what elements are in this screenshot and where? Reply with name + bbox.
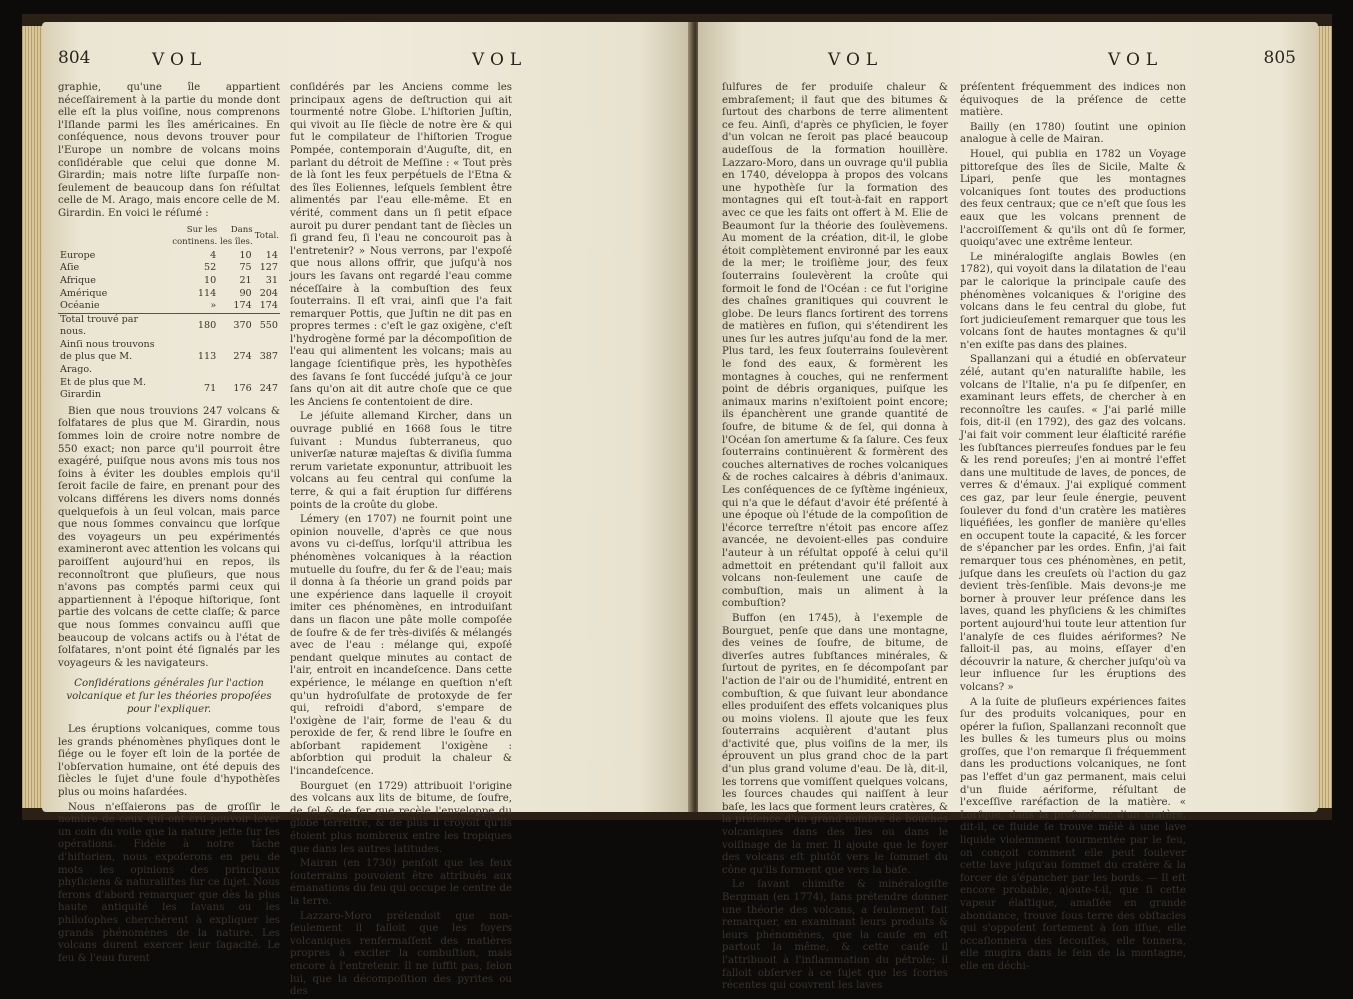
paragraph: conſidérés par les Anciens comme les principaux agens de deſtruction qui ait tourmenté notre Globe. L'hiſtorien Juſtin, qui vivoit au IIe ſiècle de notre ère & qui fut le compilateur de l'hiſtorien Trogue Pompée, contemporain d'Auguſte, dit, en parlant du détroit de Meſſine : « Tout près de là ſont les feux perpétuels de l'Etna & des îles Eoliennes, leſquels ſemblent être alimentés par l'eau elle-même. Et en vérité, comment dans un ſi petit eſpace auroit pu durer pendant tant de ſiècles un ſi grand feu, ſi l'eau ne concouroit pas à l'entretenir? » Nous verrons, par l'expoſé que nous allons offrir, que juſqu'à nos jours les ſavans ont regardé l'eau comme néceſſaire à la combuſtion des feux ſouterrains. Il eſt vrai, ainſi que l'a fait remarquer Pottis, que Juſtin ne dit pas en propres termes : c'eſt le gaz oxigène, c'eſt l'hydrogène formé par la décompoſition de l'eau qui alimentent les volcans; mais au langage ſcientifique près, les hypothèſes des ſavans ſe ſont ſuccédé juſqu'à ce jour ſans qu'on ait dit autre choſe que ce que les Anciens ſe contentoient de dire. xyxy=(290,82,512,408)
running-head-right: VOL xyxy=(828,50,884,70)
paragraph: A la ſuite de pluſieurs expériences faites ſur des produits volcaniques, pour en opérer la fuſion, Spallanzani reconnoît que les bulles & les tumeurs plus ou moins groſſes, que l'on remarque ſi fréquemment dans les productions volcaniques, ne ſont pas l'effet d'un gaz permanent, mais celui d'un fluide aériforme, réſultant de l'exceſſive raréfaction de la matière. « Lorſque, dans la profondeur d'un cratère, dit-il, ce fluide ſe trouve mêlé à une lave liquide violemment tourmentée par le feu, on conçoit comment elle peut ſoulever cette lave juſqu'au ſommet du cratère & la forcer de s'épancher par les bords. — Il eſt encore probable, ajoute-t-il, que ſi cette vapeur élaſtique, amaſſée en grande abondance, trouve ſous terre des obſtacles qui s'oppoſent fortement à ſon iſſue, elle occaſionnera des ſecouſſes, elle tonnera, elle mugira dans le ſein de la montagne, elle en déchi- xyxy=(960,696,1186,972)
running-head-left: VOL xyxy=(152,50,208,70)
paragraph: Spallanzani qui a étudié en obſervateur zélé, autant qu'en naturaliſte habile, les volcans de l'Italie, n'a pu ſe diſpenſer, en examinant leurs effets, de chercher à en reconnoître les cauſes. « J'ai parlé mille fois, dit-il (en 1792), des gaz des volcans. J'ai fait voir comment leur élaſticité raréfie les ſubſtances pierreuſes fondues par le feu & les rend poreuſes; j'en ai montré l'effet dans une multitude de laves, de ponces, de verres & d'émaux. J'ai expliqué comment ces gaz, par leur ſeule énergie, peuvent ſoulever du fond d'un cratère les matières liquéfiées, les gonfler de manière qu'elles en occupent toute la capacité, & les forcer de s'épancher par les ordes. Enfin, j'ai fait remarquer tous ces phénomènes, en petit, juſque dans les creuſets où l'action du gaz devient très-ſenſible. Mais devons-je me borner à prouver leur préſence dans les laves, quand les phyſiciens & les chimiſtes portent aujourd'hui toute leur attention ſur l'analyſe de ces fluides aériformes? Ne falloit-il pas, au moins, eſſayer d'en découvrir la nature, & chercher juſqu'où va leur influence ſur les éruptions des volcans? » xyxy=(960,354,1186,693)
right-page xyxy=(698,22,1318,992)
page-number-right: 805 xyxy=(1263,48,1296,68)
running-head-right-2: VOL xyxy=(1108,50,1164,70)
running-head-left-2: VOL xyxy=(472,50,528,70)
paragraph: Les éruptions volcaniques, comme tous les grands phénomènes phyſiques dont le ſiége ou le foyer eſt loin de la portée de l'obſervation humaine, ont été depuis des ſiècles le ſujet d'une foule d'hypothèſes plus ou moins haſardées. xyxy=(58,724,280,799)
paragraph: Le ſavant chimiſte & minéralogiſte Bergman (en 1774), ſans prétendre donner une théorie des volcans, a ſeulement fait remarquer, en examinant leurs produits & leurs phénomènes, que la cauſe en eſt partout la même, & cette cauſe il l'attribuoit à l'inflammation du pétrole; il falloit obſerver à ce ſujet que les ſcories récentes qui couvrent les laves xyxy=(722,879,948,992)
table-header: Sur les continens. xyxy=(172,224,218,248)
paragraph: Bourguet (en 1729) attribuoit l'origine des volcans aux lits de bitume, de ſoufre, de ſel & de fer que recèle l'enveloppe du globe terreſtre, & de plus il croyoit qu'ils étoient plus nombreux entre les tropiques que dans les autres latitudes. xyxy=(290,780,512,855)
paragraph: Mairan (en 1730) penſoit que les feux ſouterrains pouvoient être attribués aux émanations du feu qui occupe le centre de la terre. xyxy=(290,858,512,907)
right-page-column-2 xyxy=(960,82,1186,972)
paragraph: graphie, qu'une île appartient néceſſairement à la partie du monde dont elle eſt la plus voiſine, nous comprenons l'Iſlande parmi les îles américaines. En conſéquence, nous devons trouver pour l'Europe un nombre de volcans moins conſidérable que celui que donne M. Girardin; mais notre liſte ſurpaſſe non-ſeulement de beaucoup dans ſon réſultat celle de M. Arago, mais encore celle de M. Girardin. En voici le réſumé : xyxy=(58,82,280,219)
paragraph: Lazzaro-Moro prétendoit que non-ſeulement il falloit que les foyers volcaniques renfermaſſent des matières propres à exciter la combuſtion, mais encore à l'entretenir. Il ne ſuffit pas, ſelon lui, que la décompoſition des pyrites ou des xyxy=(290,910,512,998)
left-page-column-2 xyxy=(290,82,512,998)
table-header: Total. xyxy=(254,230,279,241)
left-page-column-1 xyxy=(58,82,280,964)
paragraph: Nous n'eſſaierons pas de groſſir le nombre de ceux qui ont cru pouvoir lever un coin du voile que la nature jette ſur ſes opérations. Fidèle à notre tâche d'hiſtorien, nous expoſerons en peu de mots les opinions des principaux phyſiciens & naturaliſtes ſur ce ſujet. Nous ferons d'abord remarquer que dès la plus haute antiquité les ſavans ou les philoſophes cherchèrent à expliquer les grands phénomènes de la nature. Les volcans durent exercer leur ſagacité. Le feu & l'eau furent xyxy=(58,801,280,964)
table-row: Océanie » 174 174 xyxy=(60,300,278,312)
page-number-left: 804 xyxy=(58,48,91,68)
left-page xyxy=(42,22,692,998)
table-row: Aſie 52 75 127 xyxy=(60,262,278,274)
table-header: Dans les îles. xyxy=(219,224,253,248)
paragraph: Houel, qui publia en 1782 un Voyage pittoreſque des îles de Sicile, Malte & Lipari, penſe que les montagnes volcaniques ſont toutes des productions des feux centraux; que ce n'eſt que ſous les eaux que les volcans prennent de l'accroiſſement & qu'ils ont dû ſe former, quoiqu'avec une extrême lenteur. xyxy=(960,148,1186,249)
right-page-column-1 xyxy=(722,82,948,992)
paragraph: ſulfures de fer produiſe chaleur & embraſement; il faut que des bitumes & ſurtout des charbons de terre alimentent ce feu. Ainſi, d'après ce phyſicien, le foyer d'un volcan ne ſeroit pas placé beaucoup audeſſous de la formation houillère. Lazzaro-Moro, dans un ouvrage qu'il publia en 1740, développa à propos des volcans une hypothèſe ſur la formation des montagnes qui eſt tout-à-fait en rapport avec ce que les faits ont offert à M. Elie de Beaumont ſur la théorie des ſoulèvemens. Au moment de la création, dit-il, le globe étoit complètement environné par les eaux de la mer; le troiſième jour, des feux ſouterrains ſoulevèrent la croûte qui formoit le fond de l'Océan : ce fut l'origine des chaînes granitiques qui couvrent le globe. De leurs flancs ſortirent des torrens de matières en fuſion, qui s'étendirent les unes ſur les autres juſqu'au fond de la mer. Plus tard, les feux ſouterrains ſoulevèrent le fond des eaux, & formèrent les montagnes à couches, qui ne renferment point de débris organiques, puiſque les animaux marins n'exiſtoient point encore; ils épanchèrent une grande quantité de ſoufre, de bitume & de ſel, qui donna à l'Océan ſon amertume & ſa ſalure. Ces feux ſouterrains continuèrent & formèrent des couches alternatives de roches volcaniques & de roches calcaires à débris d'animaux. Les conſéquences de ce ſyſtème ingénieux, qui n'a que le défaut d'avoir été préſenté à une époque où l'étude de la compoſition de l'écorce terreſtre n'étoit pas encore aſſez avancée, ne devoient-elles pas conduire l'auteur à un réſultat oppoſé à celui qu'il admettoit en prétendant qu'il falloit aux volcans non-ſeulement une cauſe de combuſtion, mais un aliment à la combuſtion? xyxy=(722,82,948,610)
table-header xyxy=(58,223,160,250)
paragraph: Lémery (en 1707) ne fournit point une opinion nouvelle, d'après ce que nous avons vu ci-deſſus, lorſqu'il attribua les phénomènes volcaniques à la réaction mutuelle du ſoufre, du fer & de l'eau; mais il donna à ſa théorie un grand poids par une expérience dans laquelle il croyoit imiter ces phénomènes, en introduiſant dans un flacon une pâte molle compoſée de ſoufre & de fer très-diviſés & mélangés avec de l'eau : mélange qui, expoſé pendant quelque minutes au contact de l'air, entroit en incandeſcence. Dans cette expérience, le mélange en queſtion n'eſt qu'un hydroſulfate de protoxyde de fer qui, refroidi d'abord, s'empare de l'oxigène de l'air, forme de l'eau & du peroxide de fer, & rend libre le ſoufre en abſorbant rapidement l'oxigène : abſorbtion qui produit la chaleur & l'incandeſcence. xyxy=(290,514,512,778)
table-total-row: Et de plus que M. Girardin 71 176 247 xyxy=(60,376,278,401)
table-row: Afrique 10 21 31 xyxy=(60,274,278,286)
table-total-row: Total trouvé par nous. 180 370 550 xyxy=(60,313,278,338)
volcano-count-table xyxy=(58,223,280,402)
paragraph: Bien que nous trouvions 247 volcans & ſolfatares de plus que M. Girardin, nous ſommes loin de croire notre nombre de 550 exact; non parce qu'il pourroit être exagéré, puiſque nous avons mis tous nos ſoins à éviter les doubles emplois qu'il ſeroit facile de faire, en prenant pour des volcans différens les divers noms donnés quelquefois à un ſeul volcan, mais parce que nous ſommes convaincu que lorſque des voyageurs un peu expérimentés examineront avec attention les volcans qui paroiſſent aujourd'hui en repos, ils reconnoîtront que pluſieurs, que nous n'avons pas comptés parmi ceux qui appartiennent à l'époque hiſtorique, ſont partie des volcans de cette claſſe; & parce que nous ſommes convaincu auſſi que beaucoup de volcans actifs ou à l'état de ſolfatares, n'ont point été ſignalés par les voyageurs & les navigateurs. xyxy=(58,405,280,669)
paragraph: Buffon (en 1745), à l'exemple de Bourguet, penſe que dans une montagne, des veines de ſoufre, de bitume, de diverſes autres ſubſtances minérales, & ſurtout de pyrites, en ſe décompoſant par l'action de l'air ou de l'humidité, entrent en combuſtion, & que ſuivant leur abondance elles produiſent des effets volcaniques plus ou moins violens. Il ajoute que les feux ſouterrains acquièrent d'autant plus d'activité que, plus voiſins de la mer, ils éprouvent un plus grand choc de la part d'un plus grand volume d'eau. De là, dit-il, les torrens que vomiſſent quelques volcans, les ſources chaudes qui naiſſent à leur baſe, les lacs que forment leurs cratères, & la préſence d'un grand nombre de bouches volcaniques dans des îles ou dans le voiſinage de la mer. Il ajoute que le foyer des volcans eſt plutôt vers le ſommet du cône qu'ils forment que vers la baſe. xyxy=(722,612,948,876)
table-row: Europe 4 10 14 xyxy=(60,249,278,261)
open-book xyxy=(22,14,1332,998)
paragraph: préſentent fréquemment des indices non équivoques de la préſence de cette matière. xyxy=(960,82,1186,119)
table-row: Amérique 114 90 204 xyxy=(60,287,278,299)
paragraph: Le jéſuite allemand Kircher, dans un ouvrage publié en 1668 ſous le titre ſuivant : Mundus ſubterraneus, quo univerſæ naturæ majeſtas & diviſia ſumma rerum varietate exponuntur, attribuoit les volcans au feu central qui conſume la terre, & qui a fait éruption ſur différens points de la croûte du globe. xyxy=(290,411,512,511)
table-total-row: Ainſi nous trouvons de plus que M. Arago. 113 274 387 xyxy=(60,338,278,376)
paragraph: Le minéralogiſte anglais Bowles (en 1782), qui voyoit dans la dilatation de l'eau par le calorique la principale cauſe des phénomènes volcaniques & l'origine des volcans dans le feu central du globe, fut ſort judicieuſement remarquer que tous les volcans ſont de hautes montagnes & qu'il n'en exiſte pas dans des plaines. xyxy=(960,251,1186,351)
section-title: Conſidérations générales ſur l'action volcanique et ſur les théories propoſées pour l'expliquer. xyxy=(66,678,272,715)
paragraph: Bailly (en 1780) ſoutint une opinion analogue à celle de Mairan. xyxy=(960,121,1186,146)
